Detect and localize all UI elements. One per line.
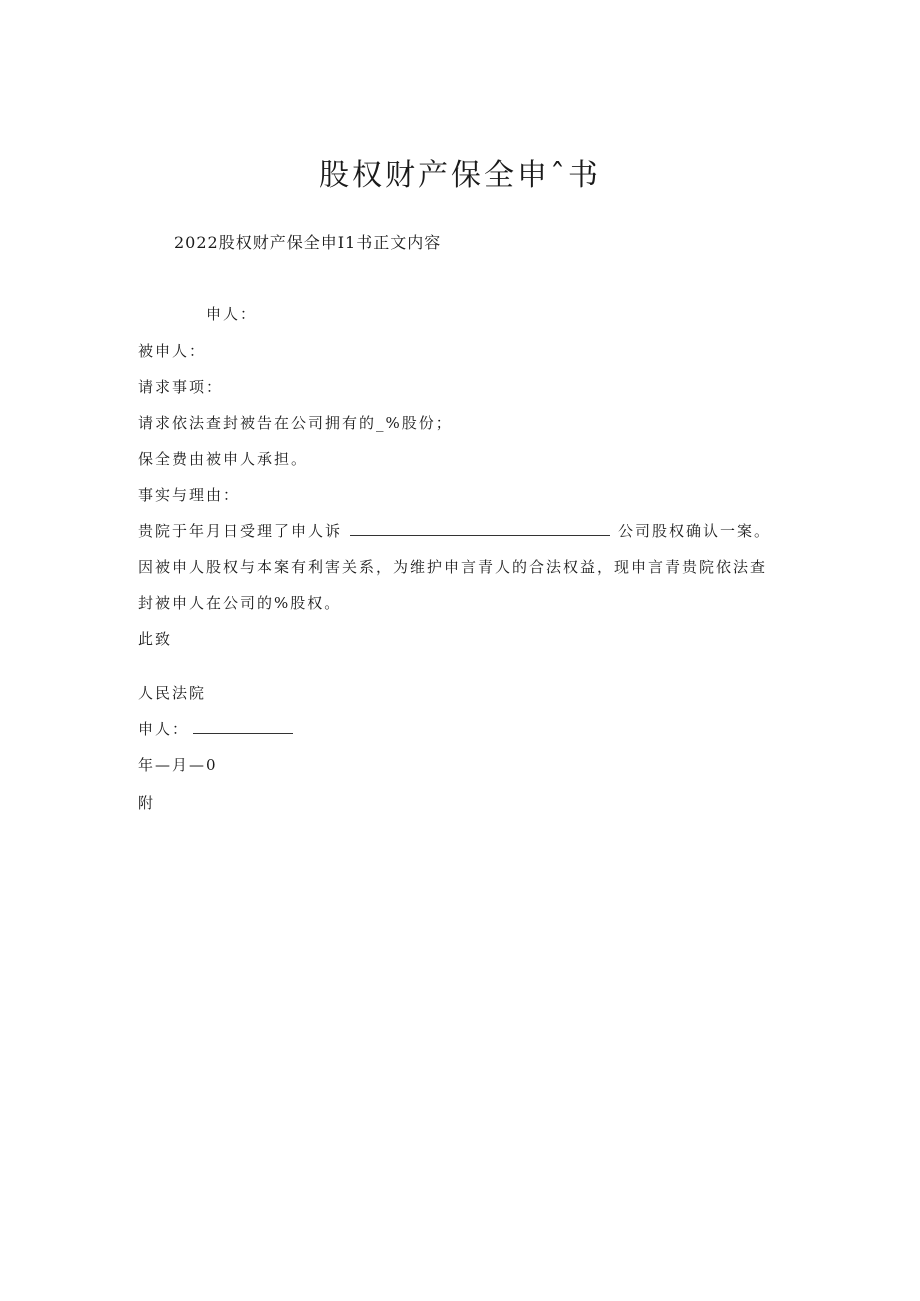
signature-blank <box>193 719 293 734</box>
attachment-label: 附 <box>138 794 156 812</box>
request-heading: 请求事项： <box>138 378 224 396</box>
respondent-label: 被申人： <box>138 342 207 360</box>
facts-line-3: 封被申人在公司的%股权。 <box>138 594 342 612</box>
closing-text: 此致 <box>138 630 173 648</box>
request-item-1: 请求依法查封被告在公司拥有的_%股份； <box>138 414 453 432</box>
facts-line-2: 因被申人股权与本案有利害关系，为维护申言青人的合法权益，现申言青贵院依法查 <box>138 558 768 576</box>
applicant-label: 申人： <box>206 305 258 323</box>
facts-line-1 <box>138 520 771 541</box>
facts-line-1-start: 贵院于年月日受理了申人诉 <box>138 522 343 540</box>
court-name: 人民法院 <box>138 684 207 702</box>
facts-line-1-end: 公司股权确认一案。 <box>618 522 772 540</box>
case-blank-line <box>350 521 610 536</box>
signature-line <box>138 718 293 739</box>
document-title: 股权财产保全申ˆ书 <box>319 158 601 193</box>
facts-heading: 事实与理由： <box>138 486 241 504</box>
signature-label: 申人： <box>138 720 190 738</box>
date-line: 年—月—0 <box>138 756 218 774</box>
document-subtitle: 2022股权财产保全申I1书正文内容 <box>174 233 442 252</box>
request-item-2: 保全费由被申人承担。 <box>138 450 309 468</box>
